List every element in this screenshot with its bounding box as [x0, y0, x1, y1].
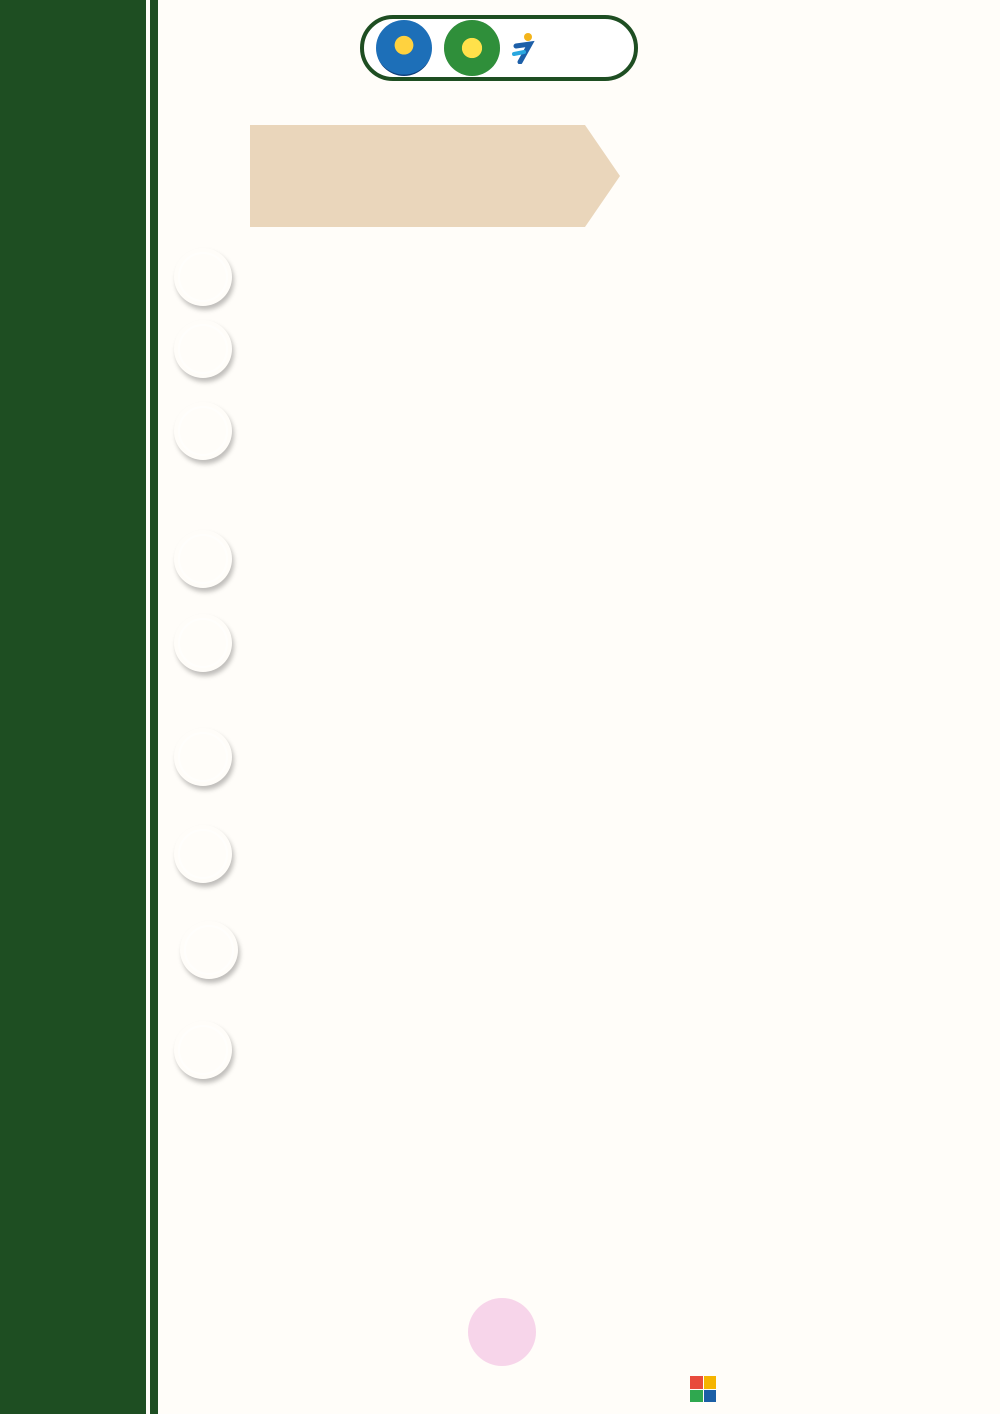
- icon-letter: [690, 1376, 703, 1389]
- kurikulum-merdeka-icon: [512, 32, 536, 64]
- logo-header: [360, 15, 638, 81]
- icon-letter: [704, 1390, 717, 1403]
- kurikulum-merdeka-logo: [512, 32, 542, 64]
- tut-wuri-handayani-logo: [376, 20, 432, 76]
- batik-pattern: [0, 0, 158, 1414]
- border-divider-line: [146, 0, 150, 1414]
- number-badge-4: [174, 530, 232, 588]
- number-badge-3: [174, 402, 232, 460]
- number-badge-6: [174, 728, 232, 786]
- icon-letter: [690, 1390, 703, 1403]
- number-badge-8: [180, 921, 238, 979]
- liveworksheets-icon: [690, 1376, 716, 1402]
- page-number: [468, 1298, 536, 1366]
- liveworksheets-watermark[interactable]: [690, 1373, 720, 1405]
- right-ornament: [930, 110, 1000, 1320]
- number-badge-5: [174, 614, 232, 672]
- university-logo: [444, 20, 500, 76]
- number-badge-2: [174, 320, 232, 378]
- number-badge-7: [174, 825, 232, 883]
- left-batik-border: [0, 0, 158, 1414]
- number-badge-9: [174, 1021, 232, 1079]
- title-banner: [250, 125, 620, 227]
- bottom-ornament: [158, 1320, 1000, 1414]
- number-badge-1: [174, 248, 232, 306]
- icon-letter: [704, 1376, 717, 1389]
